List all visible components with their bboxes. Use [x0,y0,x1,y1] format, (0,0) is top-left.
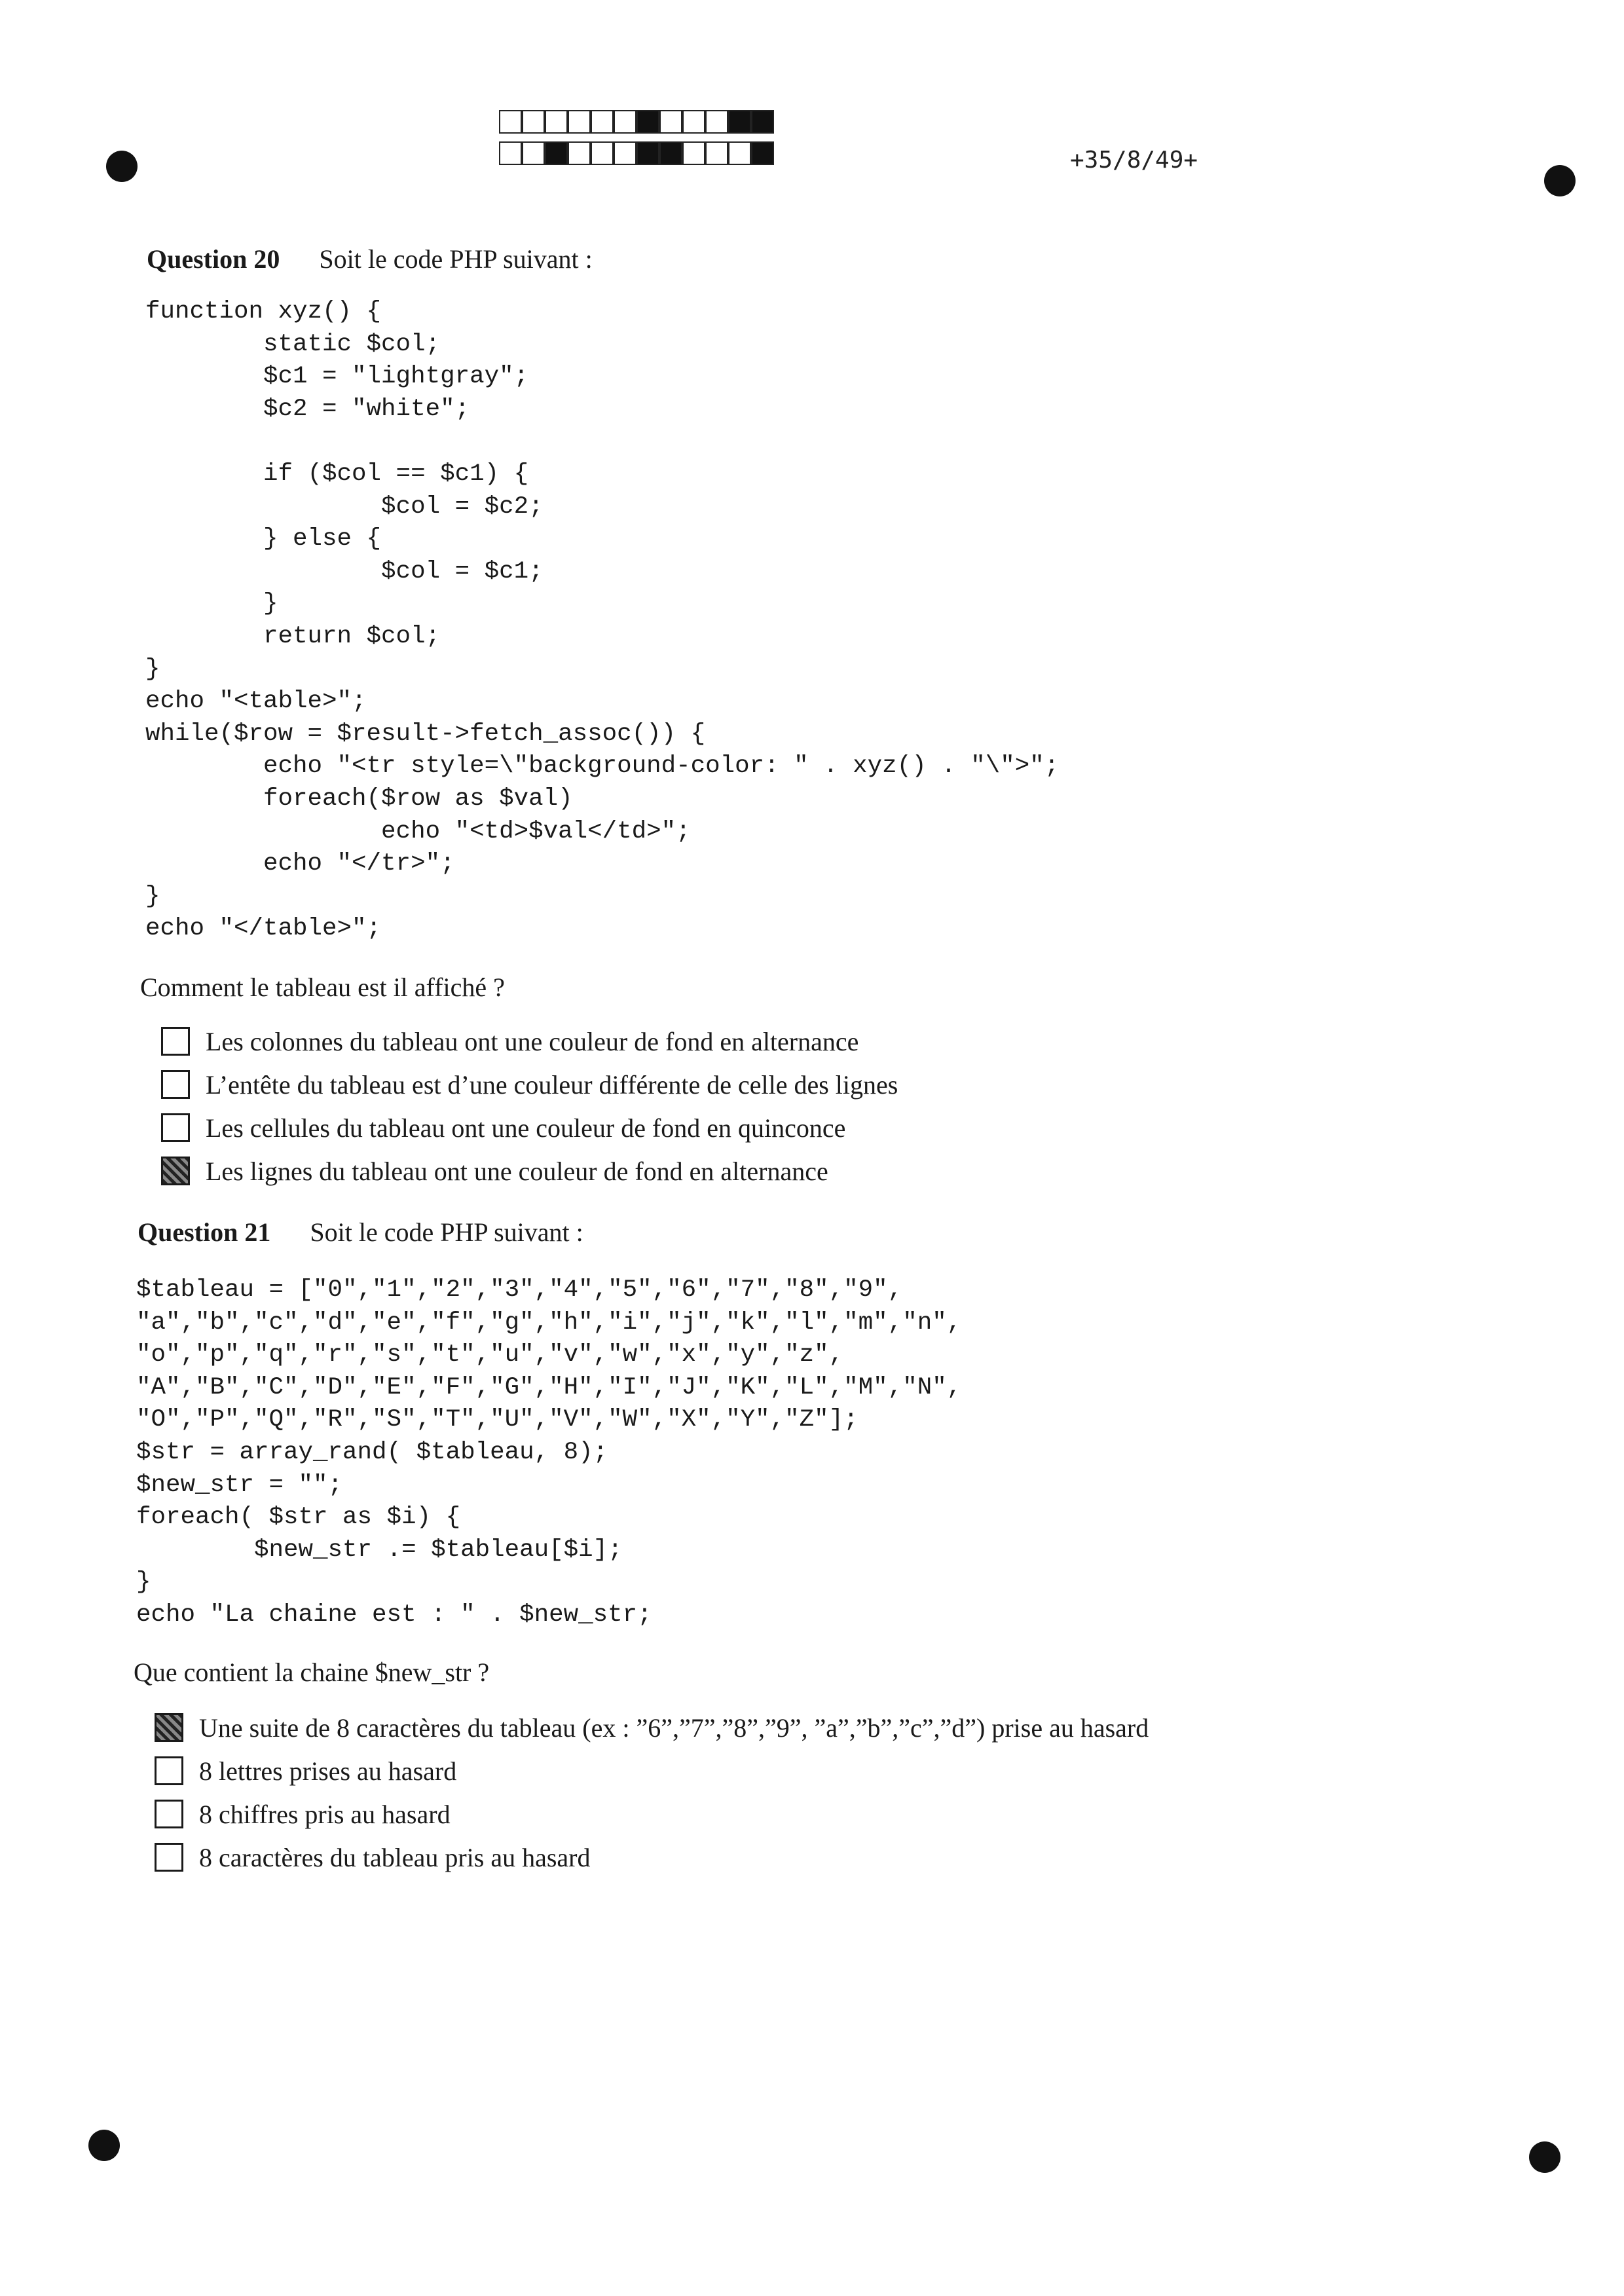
answer-text: Les lignes du tableau ont une couleur de fond en alternance [206,1156,828,1186]
answer-checkbox[interactable] [155,1756,183,1785]
answer-text: Les colonnes du tableau ont une couleur de fond en alternance [206,1026,859,1056]
registration-mark-bottom-right [1529,2141,1560,2173]
id-grid-cell [522,141,545,165]
answer-checkbox[interactable] [155,1713,183,1742]
page-code: +35/8/49+ [1070,147,1198,174]
id-grid-cell [705,141,728,165]
question-20-prompt: Comment le tableau est il affiché ? [140,972,505,1002]
id-grid-cell [705,110,728,134]
answer-text: L’entête du tableau est d’une couleur différente de celle des lignes [206,1069,898,1100]
question-number: Question 21 [138,1217,271,1247]
id-grid-cell [682,141,705,165]
id-grid-cell [614,141,637,165]
answer-option [155,1754,456,1788]
id-grid-cell [637,110,659,134]
question-intro: Soit le code PHP suivant : [310,1217,583,1247]
answer-option [155,1711,1149,1745]
answer-option [161,1067,898,1102]
answer-checkbox[interactable] [161,1157,190,1185]
id-grid-cell [728,141,751,165]
answer-text: Une suite de 8 caractères du tableau (ex : ”6”,”7”,”8”,”9”, ”a”,”b”,”c”,”d”) prise au hasard [199,1713,1149,1743]
id-grid-cell [568,141,591,165]
id-grid-cell [522,110,545,134]
answer-option [161,1111,845,1145]
answer-option [161,1024,858,1058]
id-grid-cell [682,110,705,134]
id-grid-cell [545,110,568,134]
id-grid-cell [591,110,614,134]
question-20-header [147,244,593,274]
answer-checkbox[interactable] [155,1800,183,1828]
question-21-code: $tableau = ["0","1","2","3","4","5","6","7","8","9", "a","b","c","d","e","f","g","h","i","j","k","l","m","n", "o","p","q","r","s","t","u","v","w","x","y","z", "A","B","C","D","E","F","G","H","I","J","K","L","M","N", "O","P","Q","R","S","T","U","V","W","X","Y","Z"]; $str = array_rand( $tableau, 8); $new_str = ""; foreach( $str as $i) { $new_str .= $tableau[$i]; } echo "La chaine est : " . $new_str; [136,1276,962,1629]
answer-checkbox[interactable] [161,1027,190,1056]
id-grid-cell [751,141,774,165]
registration-mark-bottom-left [88,2130,120,2161]
id-grid-cell [591,141,614,165]
id-grid-cell [751,110,774,134]
answer-option [155,1840,590,1874]
answer-text: 8 chiffres pris au hasard [199,1799,451,1829]
id-grid-row [499,110,774,135]
question-number: Question 20 [147,244,280,274]
answer-checkbox[interactable] [155,1843,183,1872]
answer-option [155,1797,451,1831]
id-grid-row [499,141,774,166]
id-grid-cell [614,110,637,134]
registration-mark-top-left [106,151,138,182]
answer-checkbox[interactable] [161,1113,190,1142]
id-grid-cell [659,141,682,165]
answer-option [161,1154,828,1188]
question-20-code: function xyz() { static $col; $c1 = "lightgray"; $c2 = "white"; if ($col == $c1) { $col = $c2; } else { $col = $c1; } return $col; } echo "<table>"; while($row = $result->fetch_assoc()) { echo "<tr style=\"background-color: " . xyz() . "\">"; foreach($row as $val) echo "<td>$val</td>"; echo "</tr>"; } echo "</table>"; [145,298,1060,943]
registration-mark-top-right [1544,165,1576,196]
id-grid-cell [637,141,659,165]
question-21-header [138,1217,583,1248]
id-grid-cell [499,141,522,165]
question-21-prompt: Que contient la chaine $new_str ? [134,1657,490,1687]
id-grid-cell [545,141,568,165]
id-grid-cell [659,110,682,134]
question-intro: Soit le code PHP suivant : [319,244,593,274]
id-grid-cell [499,110,522,134]
id-grid-cell [728,110,751,134]
student-id-grid [499,110,774,173]
id-grid-cell [568,110,591,134]
answer-text: Les cellules du tableau ont une couleur de fond en quinconce [206,1113,846,1143]
answer-text: 8 caractères du tableau pris au hasard [199,1842,591,1872]
answer-text: 8 lettres prises au hasard [199,1756,457,1786]
answer-checkbox[interactable] [161,1070,190,1099]
